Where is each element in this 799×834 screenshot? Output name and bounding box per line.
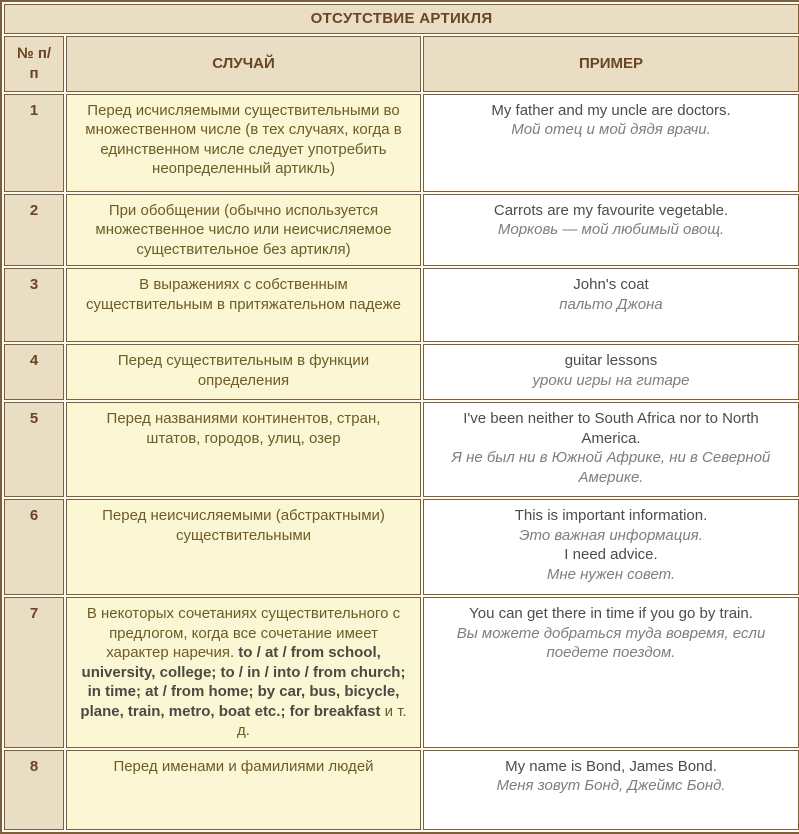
example-cell	[423, 499, 799, 595]
case-cell	[66, 194, 421, 267]
row-number-cell: 5	[4, 402, 64, 497]
case-text: Перед неисчисляемыми (абстрактными) существительными	[102, 507, 385, 544]
table-title-row	[4, 4, 799, 34]
example-line-english: You can get there in time if you go by train.	[469, 605, 753, 622]
example-line-english: John's coat	[573, 276, 649, 293]
table-row	[4, 750, 799, 830]
table-row	[4, 344, 799, 400]
example-line-english: Carrots are my favourite vegetable.	[493, 201, 729, 219]
example-line-english: My name is Bond, James Bond.	[505, 757, 717, 775]
example-cell	[423, 597, 799, 748]
row-number-cell: 2	[4, 194, 64, 267]
row-number-cell: 6	[4, 499, 64, 595]
case-cell	[66, 94, 421, 192]
case-text: Перед существительным в функции определения	[117, 352, 370, 389]
case-cell	[66, 597, 421, 748]
example-line-english: I need advice.	[564, 546, 658, 563]
case-text: В некоторых сочетаниях существительного с предлогом, когда все сочетание имеет характер наречия.	[86, 605, 401, 661]
table-row	[4, 268, 799, 342]
page-title: ОТСУТСТВИЕ АРТИКЛЯ	[4, 4, 799, 34]
case-cell	[66, 268, 421, 342]
case-text: Перед исчисляемыми существительными во множественном числе (в тех случаях, когда в единственном числе следует употребить неопределенный артикль)	[85, 101, 402, 177]
example-line-english: My father and my uncle are doctors.	[491, 101, 731, 119]
table-row	[4, 597, 799, 748]
example-line-english: guitar lessons	[564, 352, 658, 369]
example-line-english: I've been neither to South Africa nor to North America.	[463, 410, 759, 447]
column-header-number: № п/п	[4, 36, 64, 92]
example-cell	[423, 194, 799, 267]
row-number-cell: 1	[4, 94, 64, 192]
table-row	[4, 94, 799, 192]
example-line-russian: Морковь — мой любимый овощ.	[497, 221, 725, 238]
table-header-row	[4, 36, 799, 92]
example-line-russian: пальто Джона	[559, 295, 663, 313]
case-text: При обобщении (обычно используется множественное число или неисчисляемое существительное без артикля)	[95, 201, 392, 258]
example-cell	[423, 344, 799, 400]
table-row	[4, 194, 799, 267]
table-row	[4, 499, 799, 595]
table-row	[4, 402, 799, 497]
example-cell	[423, 94, 799, 192]
case-text: Перед именами и фамилиями людей	[113, 757, 374, 775]
table-body	[4, 94, 799, 830]
case-cell	[66, 402, 421, 497]
case-cell	[66, 499, 421, 595]
example-line-russian: Мне нужен совет.	[546, 565, 676, 583]
row-number-cell: 4	[4, 344, 64, 400]
example-line-russian: Я не был ни в Южной Африке, ни в Северной Америке.	[451, 449, 771, 486]
row-number-cell: 8	[4, 750, 64, 830]
column-header-case: СЛУЧАЙ	[66, 36, 421, 92]
case-text: В выражениях с собственным существительным в притяжательном падеже	[86, 276, 401, 313]
case-text-bold: to / at / from school, university, college; to / in / into / from church; in time; at / from home; by car, bus, bicycle, plane, train, metro, boat etc.; for breakfast	[80, 644, 406, 720]
example-line-russian: Меня зовут Бонд, Джеймс Бонд.	[496, 777, 726, 794]
case-cell	[66, 750, 421, 830]
example-line-russian: Мой отец и мой дядя врачи.	[511, 121, 711, 138]
column-header-example: ПРИМЕР	[423, 36, 799, 92]
example-line-english: This is important information.	[514, 507, 708, 524]
example-line-russian: Это важная информация.	[519, 526, 703, 544]
case-cell	[66, 344, 421, 400]
row-number-cell: 3	[4, 268, 64, 342]
example-cell	[423, 402, 799, 497]
example-cell	[423, 750, 799, 830]
case-text: и т. д.	[237, 702, 407, 739]
example-line-russian: уроки игры на гитаре	[532, 371, 690, 389]
example-line-russian: Вы можете добраться туда вовремя, если поедете поездом.	[456, 624, 766, 661]
row-number-cell: 7	[4, 597, 64, 748]
case-text: Перед названиями континентов, стран, штатов, городов, улиц, озер	[106, 410, 381, 447]
example-cell	[423, 268, 799, 342]
